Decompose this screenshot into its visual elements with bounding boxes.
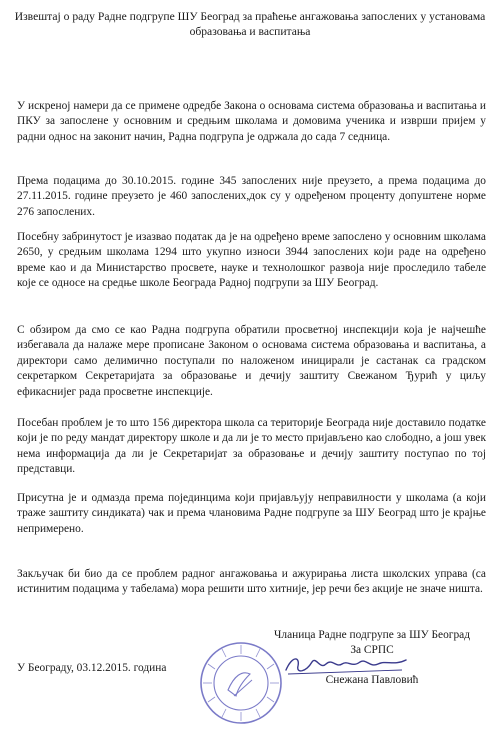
signatory-role: Чланица Радне подгрупе за ШУ Београд [273,629,470,641]
union-stamp-icon [198,640,284,726]
paragraph-intro: У искреној намери да се примене одредбе Закона о основама система образовања и васпитања и ПКУ за запослене у основним и средњим школама и домовима ученика и изврши пријем у радни однос на законит начин, Радна подгрупа је одржала до сада 7 седница. [17,100,486,143]
signatory-name: Снежана Павловић [325,674,419,686]
paragraph-concern: Посебну забринутост је изазвао податак да је на одређено време запослено у основним школама 2650, у средњим школама 1294 што укупно износи 3944 запослених који раде на одређено време као и да Министарство просвете, науке и технолошког развоја није проследило табеле које се односе на средње школе Београда Радној подгрупи за ШУ Београд. [17,231,486,290]
document-title: Извештај о раду Радне подгрупе ШУ Београд за праћење ангажовања запослених у установама образовања и васпитања [14,10,486,39]
paragraph-directors-problem: Посебан проблем је то што 156 директора школа са територије Београда није доставило податке који је по реду мандат директору школе и да ли је то место пријављено као слободно, а још увек нема информација да ли је Секретаријат за образовање и дечију заштиту поступао по тој представци. [17,417,486,476]
paragraph-conclusion: Закључак би био да се проблем радног ангажовања и ажурирања листа школских управа (са истинитим подацима у табелама) мора решити што хитније, јер речи без акције не значе ништа. [17,568,486,596]
paragraph-retaliation: Присутна је и одмазда према појединцима који пријављују неправилности у школама (а који траже заштиту синдиката) чак и према члановима Радне подгрупе за ШУ Београд што је крајње непримерено. [17,492,486,535]
paragraph-statistics: Према подацима до 30.10.2015. године 345 запослених није преузето, а према подацима до 27.11.2015. године преузето је 460 запослених,док су у одређеном проценту допуштене норме 276 запослених. [17,175,486,218]
handwritten-signature-icon [282,650,412,680]
signatory-union: За СРПС [350,644,394,656]
paragraph-inspection: С обзиром да смо се као Радна подгрупа обратили просветној инспекцији која је најчешће избегавала да налаже мере прописане Законом о основама система образовања и васпитања, а директори само делимично поступали по наложеном иницирали је састанак са градском секретарком Секретаријата за образовање и дечију заштиту Свежаном Ђурић у циљу ефикаснијег рада просветне инспекције. [17,324,486,398]
date-line: У Београду, 03.12.2015. година [17,662,167,674]
